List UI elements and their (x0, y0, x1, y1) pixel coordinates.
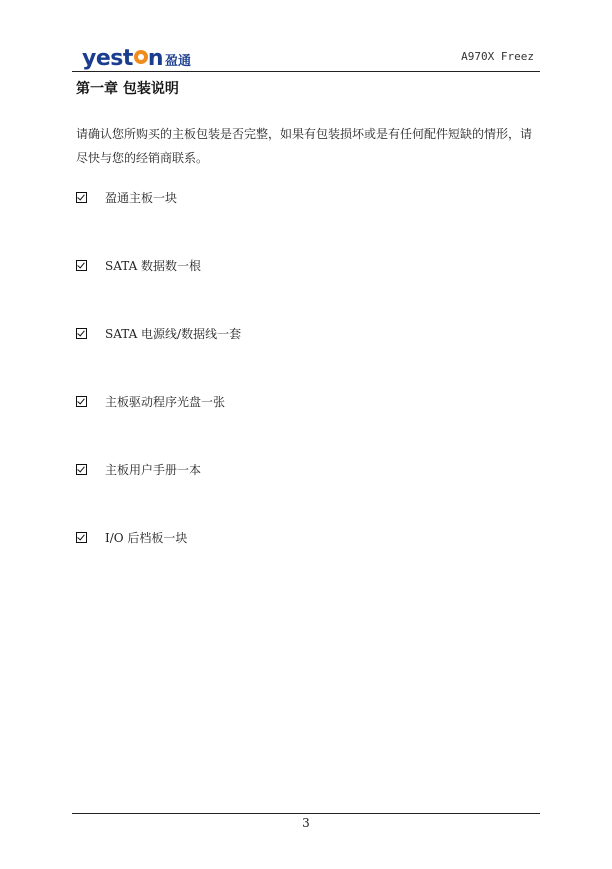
yeston-logo (82, 46, 191, 70)
logo-chinese-text: 盈通 (165, 54, 192, 69)
page-header (72, 40, 540, 72)
checked-box-icon (76, 328, 87, 339)
footer-divider (72, 813, 540, 814)
package-contents-list (76, 188, 241, 596)
list-item-label: SATA 数据数一根 (105, 259, 202, 273)
list-item (76, 460, 241, 528)
header-divider (72, 71, 540, 72)
list-item (76, 392, 241, 460)
checked-box-icon (76, 532, 87, 543)
list-item-label: I/O 后档板一块 (105, 531, 188, 545)
list-item-label: 盈通主板一块 (105, 191, 178, 205)
list-item (76, 256, 241, 324)
list-item (76, 188, 241, 256)
checked-box-icon (76, 260, 87, 271)
list-item (76, 528, 241, 596)
chapter-title: 第一章 包装说明 (76, 81, 179, 97)
checked-box-icon (76, 464, 87, 475)
header-model-name: A970X Freez (461, 50, 534, 63)
checked-box-icon (76, 192, 87, 203)
checked-box-icon (76, 396, 87, 407)
logo-o-ring-icon (134, 50, 148, 64)
intro-paragraph: 请确认您所购买的主板包装是否完整，如果有包装损坏或是有任何配件短缺的情形，请尽快与您的经销商联系。 (76, 127, 533, 165)
logo-wordmark: yest n (82, 46, 164, 71)
page-number: 3 (302, 816, 310, 830)
list-item (76, 324, 241, 392)
list-item-label: SATA 电源线/数据线一套 (105, 327, 242, 341)
list-item-label: 主板驱动程序光盘一张 (105, 395, 226, 409)
list-item-label: 主板用户手册一本 (105, 463, 202, 477)
